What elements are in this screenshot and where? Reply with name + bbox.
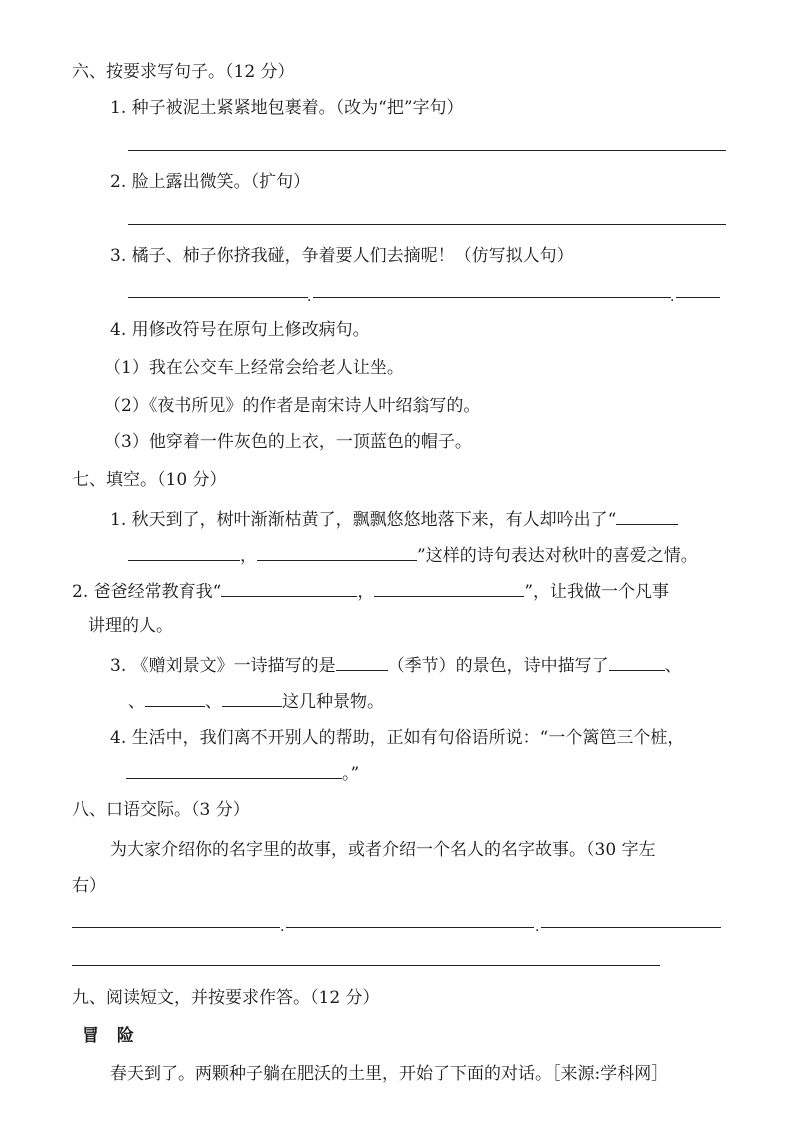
- question-7-3-tail: 这几种景物。: [282, 692, 384, 712]
- question-7-1-text: 1. 秋天到了，树叶渐渐枯黄了，飘飘悠悠地落下来，有人却吟出了“: [110, 510, 617, 530]
- blank-7-2-a[interactable]: [221, 578, 357, 597]
- question-7-3-line1: [110, 652, 682, 678]
- answer-line-8-a[interactable]: [72, 927, 280, 928]
- question-6-2: 2. 脸上露出微笑。（扩句）: [110, 172, 311, 192]
- blank-7-1-a[interactable]: [616, 506, 678, 525]
- separator-dot: .: [670, 289, 675, 305]
- answer-line-6-1[interactable]: [128, 150, 726, 151]
- separator-dot: .: [307, 289, 312, 305]
- blank-7-1-b[interactable]: [128, 542, 240, 561]
- blank-7-1-c[interactable]: [257, 542, 417, 561]
- question-6-3: 3. 橘子、柿子你挤我碰，争着要人们去摘呢！（仿写拟人句）: [110, 246, 574, 266]
- question-7-2-line1: [72, 578, 669, 604]
- answer-line-8-b[interactable]: [286, 927, 534, 928]
- question-7-3-text: 3. 《赠刘景文》一诗描写的是: [110, 656, 336, 676]
- question-6-4-3: （3）他穿着一件灰色的上衣，一顶蓝色的帽子。: [104, 432, 472, 452]
- question-7-3-mid: （季节）的景色，诗中描写了: [387, 656, 609, 676]
- section-6-heading: 六、按要求写句子。（12 分）: [72, 62, 295, 82]
- question-7-2-line2: 讲理的人。: [88, 616, 173, 636]
- blank-7-3-a[interactable]: [609, 652, 665, 671]
- question-7-3-line2: [128, 688, 384, 714]
- answer-line-6-2[interactable]: [128, 224, 726, 225]
- answer-line-8-c[interactable]: [541, 927, 721, 928]
- question-7-1-tail: ”这样的诗句表达对秋叶的喜爱之情。: [417, 546, 698, 566]
- answer-line-6-3-c[interactable]: [676, 297, 720, 298]
- separator: 、: [205, 692, 222, 712]
- section-9-heading: 九、阅读短文，并按要求作答。（12 分）: [72, 988, 380, 1008]
- blank-7-3-c[interactable]: [222, 688, 282, 707]
- question-7-4-line1: 4. 生活中，我们离不开别人的帮助，正如有句俗语所说：“一个篱笆三个桩，: [110, 728, 685, 748]
- separator-dot: .: [280, 919, 285, 935]
- answer-line-6-3-b[interactable]: [313, 297, 671, 298]
- question-7-2-tail: ”，让我做一个凡事: [524, 582, 670, 602]
- question-7-2-text: 2. 爸爸经常教育我“: [72, 582, 222, 602]
- blank-7-3-season[interactable]: [336, 652, 388, 671]
- answer-line-6-3-a[interactable]: [128, 297, 308, 298]
- separator-dot: .: [535, 919, 540, 935]
- blank-7-2-b[interactable]: [374, 578, 524, 597]
- comma: ，: [240, 546, 257, 566]
- question-6-4: 4. 用修改符号在原句上修改病句。: [110, 320, 370, 340]
- question-6-4-1: （1）我在公交车上经常会给老人让坐。: [104, 358, 404, 378]
- passage-title: 冒 险: [82, 1026, 140, 1046]
- section-8-prompt: 为大家介绍你的名字里的故事，或者介绍一个名人的名字故事。（30 字左: [110, 840, 656, 860]
- blank-7-4[interactable]: [126, 760, 342, 779]
- passage-paragraph-1: 春天到了。两颗种子躺在肥沃的土里，开始了下面的对话。［来源:学科网］: [110, 1064, 669, 1084]
- separator: 、: [128, 692, 145, 712]
- section-7-heading: 七、填空。（10 分）: [72, 470, 227, 490]
- question-6-4-2: （2）《夜书所见》的作者是南宋诗人叶绍翁写的。: [104, 396, 481, 416]
- comma: ，: [357, 582, 375, 602]
- answer-line-8-d[interactable]: [72, 965, 660, 966]
- question-7-1-line1: [110, 506, 678, 532]
- question-7-4-tail: 。”: [342, 764, 360, 784]
- blank-7-3-b[interactable]: [145, 688, 205, 707]
- question-7-1-line2: [128, 542, 698, 568]
- question-6-1: 1. 种子被泥土紧紧地包裹着。（改为“把”字句）: [110, 98, 464, 118]
- separator: 、: [664, 656, 682, 676]
- section-8-prompt-cont: 右）: [72, 876, 106, 896]
- section-8-heading: 八、口语交际。（3 分）: [72, 800, 250, 820]
- question-7-4-line2: [126, 760, 359, 786]
